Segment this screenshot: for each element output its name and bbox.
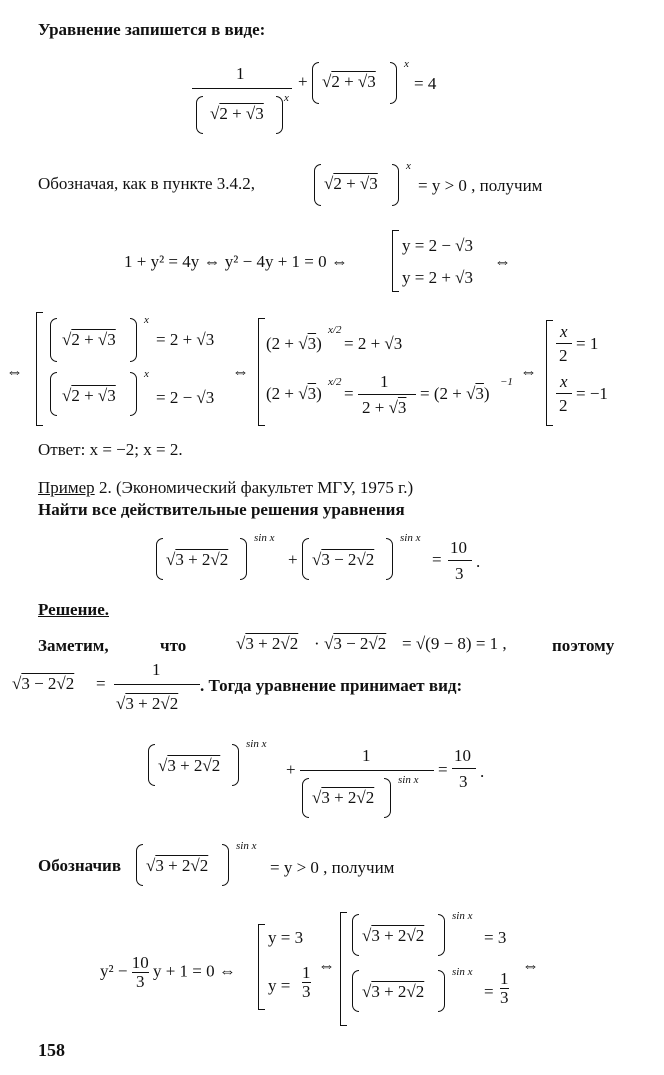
- frac-line-root: √3 − 2√2: [12, 674, 75, 693]
- s2a-root: √2 + √3: [62, 330, 116, 349]
- e4-p2l: [302, 778, 309, 818]
- e4-bar: [300, 770, 434, 771]
- last-bracket-2: [340, 912, 347, 1026]
- example-heading: Пример 2. (Экономический факультет МГУ, 1975 г.): [38, 478, 414, 497]
- s3b-rhs: = (2 + √3): [420, 384, 490, 403]
- e3-exp1: sin x: [254, 532, 275, 544]
- s3a: (2 + √3): [266, 334, 322, 353]
- frac-line-bar: [114, 684, 200, 685]
- s4b-num: x: [560, 372, 568, 391]
- last-eq: y² − $\frac{10}{3}$ y + 1 = 0 ⇔: [100, 953, 236, 991]
- system-4-bracket: [546, 320, 553, 426]
- s3b-bar: [358, 394, 416, 395]
- lb-p-left: [352, 970, 359, 1012]
- e4-plus: +: [286, 760, 296, 779]
- last-y3: y = 3: [268, 928, 304, 947]
- s3b: (2 + √3): [266, 384, 322, 403]
- s3b-eq: =: [344, 384, 354, 403]
- note-eq: = √(9 − 8) = 1 ,: [402, 634, 507, 653]
- e3-dot: .: [476, 552, 481, 571]
- e4-exp2: sin x: [398, 774, 419, 786]
- system-1-bracket: [392, 230, 399, 292]
- e4-fnum: 10: [454, 746, 471, 765]
- intro-line: Уравнение запишется в виде:: [38, 20, 266, 39]
- arrow-2: ⇔: [6, 362, 23, 381]
- frac-line-num: 1: [152, 660, 161, 679]
- l2-paren-left: [314, 164, 321, 206]
- e3-p1l: [156, 538, 163, 580]
- lb-p-right: [438, 970, 445, 1012]
- e3-num: 10: [450, 538, 467, 557]
- la-root: √3 + 2√2: [362, 926, 425, 945]
- frac-line-eq: =: [96, 674, 106, 693]
- equation-2: 1 + y² = 4y ⇔ y² − 4y + 1 = 0 ⇔: [124, 252, 348, 271]
- page-number: 158: [38, 1040, 65, 1060]
- s2b-root: √2 + √3: [62, 386, 116, 405]
- note-root2: √3 − 2√2: [324, 634, 387, 653]
- note-b: что: [160, 636, 187, 655]
- eq1-numerator: 1: [236, 64, 245, 83]
- s3a-exp: x/2: [328, 324, 342, 336]
- s2b-paren-left: [50, 372, 57, 416]
- eq1-term2: √2 + √3: [322, 72, 376, 91]
- lb-frac: 1 3: [500, 969, 509, 1007]
- note-dot: ·: [314, 634, 320, 653]
- last-y13: y =: [268, 976, 291, 995]
- denote-line-2a: Обозначив: [38, 856, 122, 875]
- s4a-num: x: [560, 322, 568, 341]
- e4-root1: √3 + 2√2: [158, 756, 221, 775]
- lb-exp: sin x: [452, 966, 473, 978]
- e4-dot: .: [480, 762, 485, 781]
- e4-num: 1: [362, 746, 371, 765]
- last-y13-frac: 1 3: [302, 963, 311, 1001]
- s2b-paren-right: [130, 372, 137, 416]
- d2-paren-left: [136, 844, 143, 886]
- system-1-line-1: y = 2 − √3: [402, 236, 474, 255]
- note-a: Заметим,: [38, 636, 109, 655]
- eq1-rhs: = 4: [414, 74, 437, 93]
- e4-fbar: [452, 768, 476, 769]
- eq1-paren2-left: [312, 62, 319, 104]
- eq1-paren2-right: [390, 62, 397, 104]
- lb-eq: =: [484, 982, 494, 1001]
- s2a-exp: x: [144, 314, 149, 326]
- e3-p2l: [302, 538, 309, 580]
- l2-exp: x: [406, 160, 411, 172]
- e3-p1r: [240, 538, 247, 580]
- frac-line-den: √3 + 2√2: [116, 694, 179, 713]
- s4a-rhs: = 1: [576, 334, 599, 353]
- s3a-rhs: = 2 + √3: [344, 334, 403, 353]
- e4-p1r: [232, 744, 239, 786]
- s3b-neg1: −1: [500, 376, 513, 388]
- s2b-exp: x: [144, 368, 149, 380]
- la-p-right: [438, 914, 445, 956]
- denote-line-1b: = y > 0 , получим: [418, 176, 543, 195]
- e3-p2r: [386, 538, 393, 580]
- d2-root: √3 + 2√2: [146, 856, 209, 875]
- d2-paren-right: [222, 844, 229, 886]
- last-bracket-1: [258, 924, 265, 1010]
- s2a-rhs: = 2 + √3: [156, 330, 215, 349]
- solution-heading: Решение.: [38, 600, 109, 619]
- e3-root1: √3 + 2√2: [166, 550, 229, 569]
- note-root1: √3 + 2√2: [236, 634, 299, 653]
- e3-root2: √3 − 2√2: [312, 550, 375, 569]
- eq1-exp: x: [284, 92, 289, 104]
- s3b-num: 1: [380, 372, 389, 391]
- s4b-bar: [556, 393, 572, 394]
- s2a-paren-left: [50, 318, 57, 362]
- eq1-plus: +: [298, 72, 308, 91]
- eq1-left-paren: [196, 96, 203, 134]
- d2-exp: sin x: [236, 840, 257, 852]
- s4b-den: 2: [559, 396, 568, 415]
- lb-root: √3 + 2√2: [362, 982, 425, 1001]
- denote-line-2b: = y > 0 , получим: [270, 858, 395, 877]
- e4-p1l: [148, 744, 155, 786]
- note-c: поэтому: [552, 636, 615, 655]
- arrow-1: ⇔: [494, 252, 511, 271]
- arrow-6: ⇔: [522, 956, 539, 975]
- task-line: Найти все действительные решения уравнения: [38, 500, 405, 519]
- s4a-bar: [556, 343, 572, 344]
- eq1-right-paren: [276, 96, 283, 134]
- s4b-rhs: = −1: [576, 384, 608, 403]
- s4a-den: 2: [559, 346, 568, 365]
- eq1-denominator: √2 + √3: [210, 104, 264, 123]
- then-text: . Тогда уравнение принимает вид:: [200, 676, 463, 695]
- e3-exp2: sin x: [400, 532, 421, 544]
- e3-plus: +: [288, 550, 298, 569]
- e4-eq: =: [438, 760, 448, 779]
- e3-den: 3: [455, 564, 464, 583]
- arrow-5: ⇔: [318, 956, 335, 975]
- eq1-exp2: x: [404, 58, 409, 70]
- e4-p2r: [384, 778, 391, 818]
- la-exp: sin x: [452, 910, 473, 922]
- s2b-rhs: = 2 − √3: [156, 388, 215, 407]
- l2-root: √2 + √3: [324, 174, 378, 193]
- eq1-fraction-bar: [192, 88, 292, 89]
- e3-eq: =: [432, 550, 442, 569]
- s3b-exp: x/2: [328, 376, 342, 388]
- system-2-bracket: [36, 312, 43, 426]
- s2a-paren-right: [130, 318, 137, 362]
- arrow-3: ⇔: [232, 362, 249, 381]
- la-p-left: [352, 914, 359, 956]
- system-1-line-2: y = 2 + √3: [402, 268, 474, 287]
- l2-paren-right: [392, 164, 399, 206]
- s3b-den: 2 + √3: [362, 398, 407, 417]
- la-rhs: = 3: [484, 928, 507, 947]
- e4-root2: √3 + 2√2: [312, 788, 375, 807]
- e4-exp1: sin x: [246, 738, 267, 750]
- denote-line-1a: Обозначая, как в пункте 3.4.2,: [38, 174, 256, 193]
- e3-bar: [448, 560, 472, 561]
- e4-fden: 3: [459, 772, 468, 791]
- answer: Ответ: x = −2; x = 2.: [38, 440, 183, 459]
- arrow-4: ⇔: [520, 362, 537, 381]
- system-3-bracket: [258, 318, 265, 426]
